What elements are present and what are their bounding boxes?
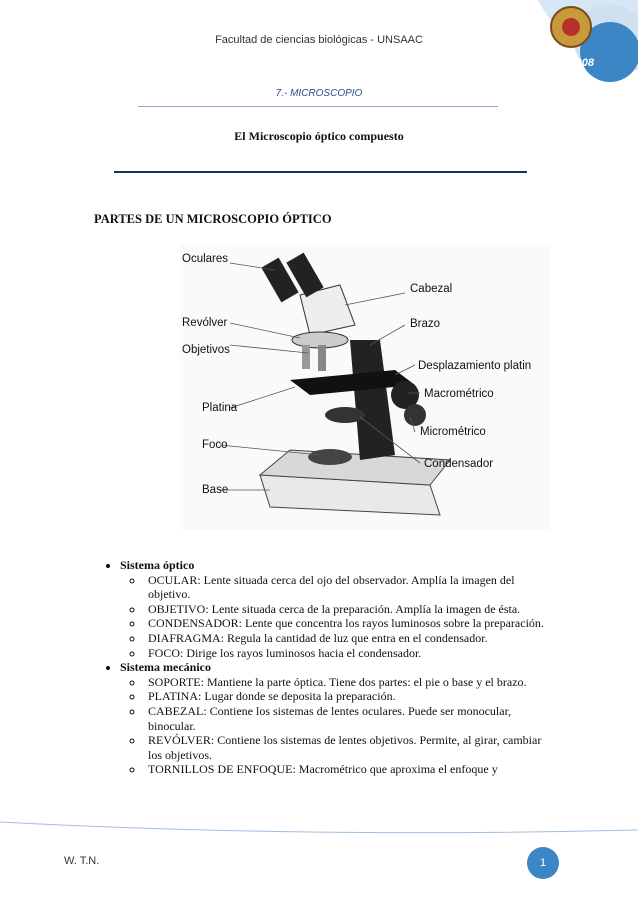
parts-list <box>96 558 556 777</box>
list-item: ◦ SOPORTE: Mantiene la parte óptica. Tiene dos partes: el pie o base y el brazo. <box>144 675 556 690</box>
figure-label-foco: Foco <box>202 439 228 451</box>
list-item: ◦ PLATINA: Lugar donde se deposita la preparación. <box>144 689 556 704</box>
figure-label-condensador: Condensador <box>424 458 494 470</box>
figure-label-cabezal: Cabezal <box>410 283 453 295</box>
page-number-badge: 1 <box>527 847 559 879</box>
figure-label-objetivos: Objetivos <box>182 344 230 356</box>
list-item: ◦ DIAFRAGMA: Regula la cantidad de luz que entra en el condensador. <box>144 631 556 646</box>
list-group-title: Sistema mecánico <box>120 660 211 675</box>
list-group-title: Sistema óptico <box>120 558 195 572</box>
figure-label-platina: Platina <box>202 402 238 414</box>
list-item: ◦ CONDENSADOR: Lente que concentra los rayos luminosos sobre la preparación. <box>144 616 556 631</box>
figure-label-brazo: Brazo <box>410 318 441 330</box>
figure-label-oculares: Oculares <box>182 253 229 265</box>
page-subtitle: El Microscopio óptico compuesto <box>234 129 404 143</box>
subtitle-divider <box>114 171 527 173</box>
chapter-title: 7.- MICROSCOPIO <box>275 88 363 99</box>
header-year: 2008 <box>569 57 594 69</box>
list-item: ◦ REVÓLVER: Contiene los sistemas de lentes objetivos. Permite, al girar, cambiar los objetivos. <box>144 733 556 762</box>
list-item: ◦ CABEZAL: Contiene los sistemas de lentes oculares. Puede ser monocular, binocular. <box>144 704 556 733</box>
figure-label-desplazamiento-platina: Desplazamiento platin <box>418 360 532 372</box>
header-institution: Facultad de ciencias biológicas - UNSAAC <box>215 34 423 46</box>
list-item: ◦ OCULAR: Lente situada cerca del ojo del observador. Amplía la imagen del objetivo. <box>144 573 556 602</box>
list-item: ◦ TORNILLOS DE ENFOQUE: Macrométrico que aproxima el enfoque y <box>144 762 556 777</box>
section-title: PARTES DE UN MICROSCOPIO ÓPTICO <box>94 212 332 226</box>
list-item: ◦ FOCO: Dirige los rayos luminosos hacia el condensador. <box>144 646 556 661</box>
list-group <box>120 558 556 660</box>
header-divider <box>138 106 498 107</box>
list-group <box>120 660 556 777</box>
list-item: ◦ OBJETIVO: Lente situada cerca de la preparación. Amplía la imagen de ésta. <box>144 602 556 617</box>
microscope-figure <box>180 245 550 530</box>
figure-label-macrometrico: Macrométrico <box>424 388 494 400</box>
figure-label-revolver: Revólver <box>182 317 228 329</box>
footer-author: W. T.N. <box>64 855 100 867</box>
figure-label-base: Base <box>202 484 229 496</box>
figure-label-micrometrico: Micrométrico <box>420 426 486 438</box>
